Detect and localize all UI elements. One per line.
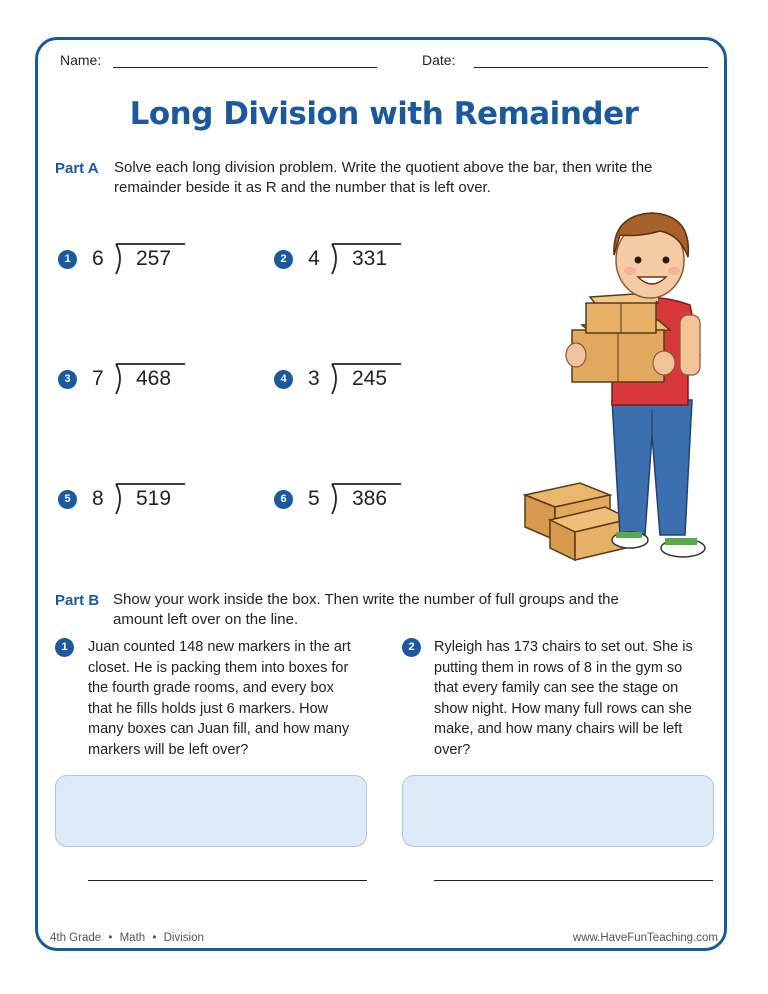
word-problem-number-badge: 2 — [402, 638, 421, 657]
part-b-instructions-line1: Show your work inside the box. Then write the number of full groups and the — [113, 591, 619, 608]
dividend: 257 — [136, 247, 172, 270]
dividend: 386 — [352, 487, 388, 510]
footer-topic: Division — [163, 932, 204, 944]
word-problem-2-text-line: over? — [434, 741, 471, 758]
word-problem-1-text-line: the fourth grade rooms, and every box — [88, 680, 334, 696]
division-problem — [274, 358, 414, 398]
footer-bullet: • — [108, 932, 113, 944]
name-field[interactable] — [113, 67, 377, 68]
part-a-instructions-line1: Solve each long division problem. Write the quotient above the bar, then write the — [114, 159, 653, 176]
dividend: 331 — [352, 247, 388, 270]
word-problem-1-text-line: closet. He is packing them into boxes for — [88, 659, 349, 676]
name-label: Name: — [60, 52, 102, 68]
work-box-2[interactable] — [402, 775, 714, 847]
word-problem-2-text-line: Ryleigh has 173 chairs to set out. She is — [434, 639, 693, 655]
footer-bullet: • — [152, 932, 157, 944]
footer-tags — [50, 932, 204, 944]
part-b-instructions-line2: amount left over on the line. — [113, 611, 299, 628]
word-problem-1-text-line: many boxes can Juan fill, and how many — [88, 721, 350, 737]
problem-number-badge: 1 — [58, 250, 77, 269]
dividend: 468 — [136, 367, 172, 390]
division-problem — [58, 238, 198, 278]
answer-line-2[interactable] — [434, 880, 713, 881]
word-problem-1-text-line: markers will be left over? — [88, 741, 249, 758]
division-problem — [58, 478, 198, 518]
problem-number-badge: 3 — [58, 370, 77, 389]
divisor: 4 — [308, 247, 320, 270]
division-problem — [274, 238, 414, 278]
word-problem-2-text-line: that every family can see the stage on — [434, 680, 679, 696]
divisor: 3 — [308, 367, 320, 390]
dividend: 245 — [352, 367, 388, 390]
worksheet-title: Long Division with Remainder — [129, 96, 639, 132]
divisor: 6 — [92, 247, 104, 270]
problem-number-badge: 4 — [274, 370, 293, 389]
boy-carrying-boxes-illustration — [520, 205, 720, 570]
word-problem-2-text-line: make, and how many chairs will be left — [434, 721, 683, 737]
word-problem-2-text-line: show night. How many full rows can she — [434, 700, 692, 717]
division-problem — [58, 358, 198, 398]
word-problem-1-text-line: that he fills holds just 6 markers. How — [88, 700, 329, 717]
footer-grade: 4th Grade — [50, 932, 102, 944]
answer-line-1[interactable] — [88, 880, 367, 881]
problem-number-badge: 2 — [274, 250, 293, 269]
part-a-label: Part A — [55, 160, 99, 177]
problem-number-badge: 6 — [274, 490, 293, 509]
work-box-1[interactable] — [55, 775, 367, 847]
divisor: 5 — [308, 487, 320, 510]
dividend: 519 — [136, 487, 172, 510]
footer-website[interactable]: www.HaveFunTeaching.com — [572, 932, 718, 944]
word-problem-2-text-line: putting them in rows of 8 in the gym so — [434, 659, 683, 676]
problem-number-badge: 5 — [58, 490, 77, 509]
divisor: 8 — [92, 487, 104, 510]
divisor: 7 — [92, 367, 104, 390]
word-problem-1-text-line: Juan counted 148 new markers in the art — [88, 639, 351, 655]
part-b-label: Part B — [55, 592, 100, 609]
floor-boxes-icon — [525, 483, 630, 560]
footer-subject: Math — [119, 932, 146, 944]
part-a-instructions-line2: remainder beside it as R and the number that is left over. — [114, 179, 491, 196]
word-problem-number-badge: 1 — [55, 638, 74, 657]
date-field[interactable] — [474, 67, 708, 68]
date-label: Date: — [422, 52, 456, 68]
division-problem — [274, 478, 414, 518]
